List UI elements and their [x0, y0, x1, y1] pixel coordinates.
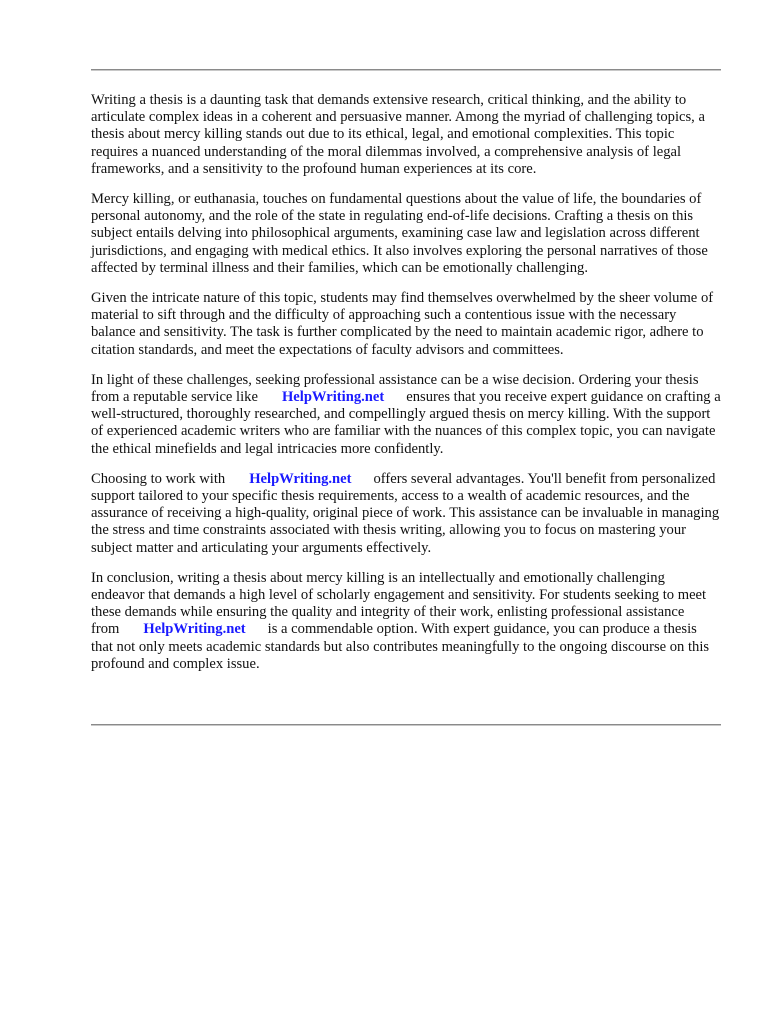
paragraph-advantages-after: offers several advantages. You'll benefit from personalized support tailored to your specific thesis requirements, access to a wealth of academic resources, and the assurance of receiving a high-quality, original piece of work. This assistance can be invaluable in managing the stress and time constraints associated with thesis writing, allowing you to focus on mastering your subject matter and articulating your arguments effectively. — [91, 470, 720, 556]
paragraph-conclusion-after: is a commendable option. With expert guidance, you can produce a thesis that not only meets academic standards but also contributes meaningfully to the ongoing discourse on this profound and complex issue. — [91, 621, 710, 672]
paragraph-conclusion-before: In conclusion, writing a thesis about mercy killing is an intellectually and emotionally challenging endeavor that demands a high level of scholarly engagement and sensitivity. For students seeking to meet these demands while ensuring the quality and integrity of their work, enlisting professional assistance from — [91, 569, 707, 638]
helpwriting-link-2[interactable]: HelpWriting.net — [249, 470, 352, 487]
paragraph-challenges: Given the intricate nature of this topic, students may find themselves overwhelmed by the sheer volume of material to sift through and the difficulty of approaching such a contentious issue with the necessary balance and sensitivity. The task is further complicated by the need to maintain academic rigor, adhere to citation standards, and meet the expectations of faculty advisors and committees. — [91, 290, 714, 358]
paragraph-assistance-before: In light of these challenges, seeking professional assistance can be a wise decision. Ordering your thesis from a reputable service like — [91, 371, 699, 406]
paragraph-advantages-before: Choosing to work with — [91, 470, 226, 487]
top-divider — [91, 69, 721, 71]
paragraph-assistance — [91, 372, 721, 458]
paragraph-intro: Writing a thesis is a daunting task that demands extensive research, critical thinking, and the ability to articulate complex ideas in a coherent and persuasive manner. Among the myriad of challenging topics, a thesis about mercy killing stands out due to its ethical, legal, and emotional complexities. This topic requires a nuanced understanding of the moral dilemmas involved, a comprehensive analysis of legal frameworks, and a sensitivity to the profound human experiences at its core. — [91, 92, 705, 177]
helpwriting-link-1[interactable]: HelpWriting.net — [281, 389, 385, 406]
paragraph-conclusion — [91, 570, 721, 673]
paragraph-advantages — [91, 471, 721, 557]
paragraph-euthanasia: Mercy killing, or euthanasia, touches on fundamental questions about the value of life, the boundaries of personal autonomy, and the role of the state in regulating end-of-life decisions. Crafting a thesis on this subject entails delving into philosophical arguments, examining case law and legislation across different jurisdictions, and engaging with medical ethics. It also involves exploring the personal narratives of those affected by terminal illness and their families, which can be emotionally challenging. — [91, 191, 708, 276]
helpwriting-link-3[interactable]: HelpWriting.net — [143, 621, 246, 638]
bottom-divider — [91, 724, 721, 726]
paragraph-assistance-after: ensures that you receive expert guidance on crafting a well-structured, thoroughly researched, and compellingly argued thesis on mercy killing. With the support of experienced academic writers who are familiar with the nuances of this complex topic, you can navigate the ethical minefields and legal intricacies more confidently. — [91, 389, 721, 457]
document-body — [91, 92, 721, 686]
